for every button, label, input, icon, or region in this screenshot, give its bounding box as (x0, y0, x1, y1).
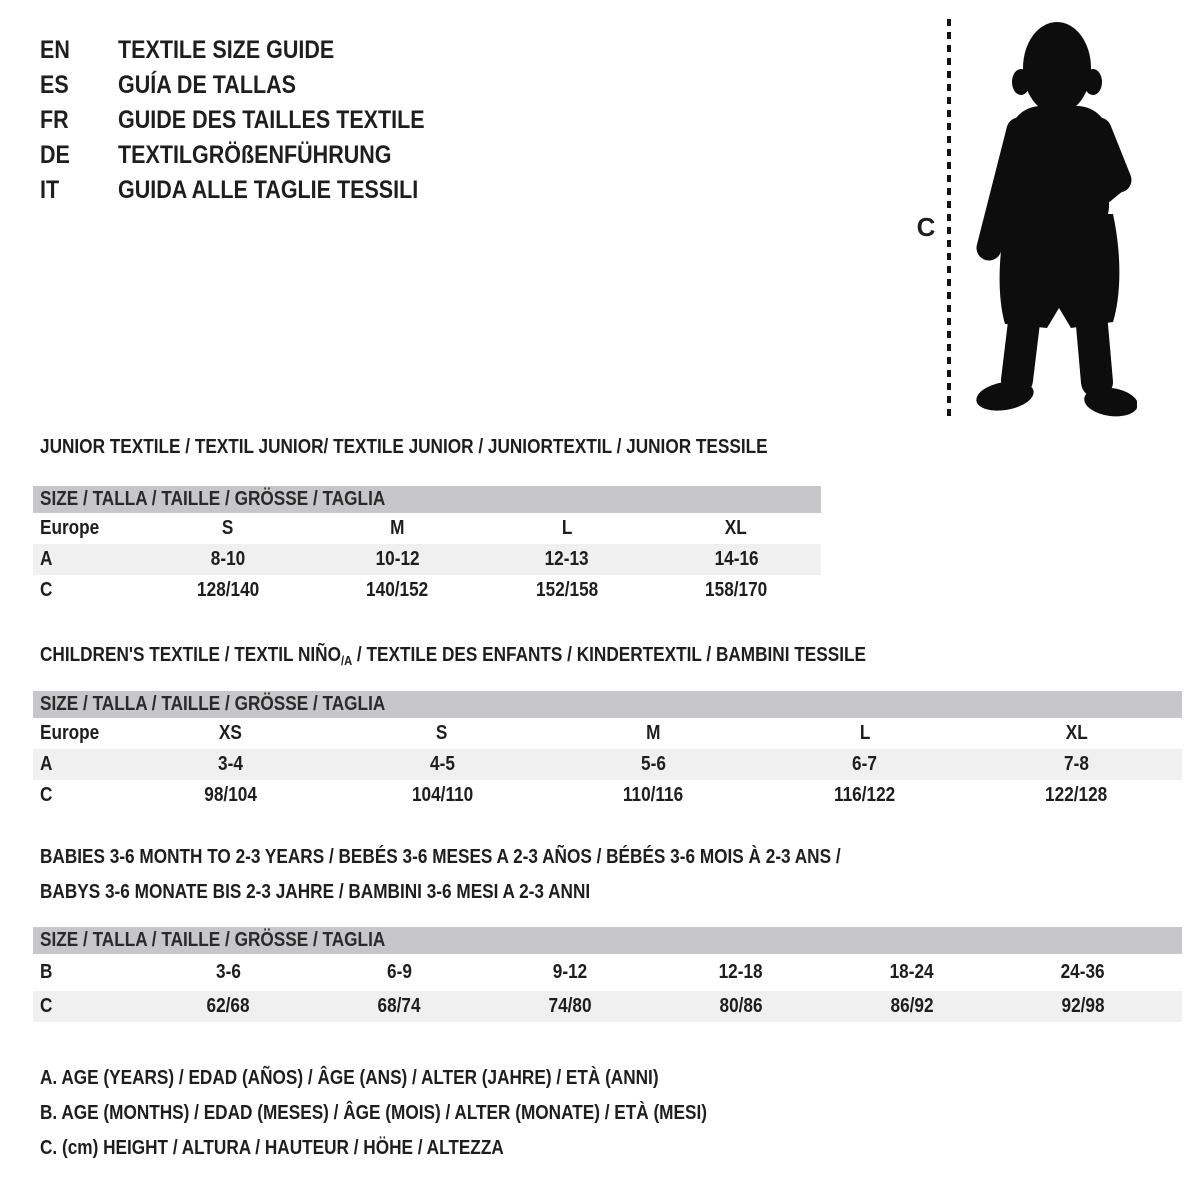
row-label: B (40, 961, 53, 983)
row-label: A (40, 753, 53, 775)
size-header-label: SIZE / TALLA / TAILLE / GRÖSSE / TAGLIA (40, 488, 386, 510)
language-row-it (40, 173, 475, 208)
language-code: FR (40, 106, 69, 134)
table-row-age-months (33, 954, 1182, 991)
table-cell: 86/92 (890, 995, 934, 1017)
language-row-en (40, 33, 475, 68)
table-row-height (33, 991, 1182, 1022)
legend (40, 1061, 816, 1166)
table-cell: 8-10 (210, 548, 245, 570)
table-cell: 98/104 (204, 784, 257, 806)
table-cell: M (390, 517, 405, 539)
row-right-spacer (1168, 991, 1182, 1022)
table-cell: L (561, 517, 573, 539)
table-cell: 152/158 (535, 579, 598, 601)
guide-title-en: TEXTILE SIZE GUIDE (118, 36, 335, 64)
children-size-table (33, 691, 1182, 811)
junior-size-table (33, 486, 821, 606)
guide-title-de: TEXTILGRÖßENFÜHRUNG (118, 141, 392, 169)
table-cell: 18-24 (889, 961, 934, 983)
table-cell: 12-13 (544, 548, 589, 570)
babies-size-table (33, 927, 1182, 1022)
table-cell: 24-36 (1060, 961, 1105, 983)
toddler-silhouette-icon (967, 18, 1137, 418)
language-code: EN (40, 36, 70, 64)
table-cell: S (436, 722, 448, 744)
junior-section-title: JUNIOR TEXTILE / TEXTIL JUNIOR/ TEXTILE JUNIOR / JUNIORTEXTIL / JUNIOR TESSILE (40, 436, 768, 458)
table-cell: 92/98 (1061, 995, 1105, 1017)
row-label: Europe (40, 722, 100, 744)
table-cell: 4-5 (429, 753, 455, 775)
table-cell: 9-12 (552, 961, 588, 983)
table-row-europe (33, 513, 821, 544)
table-cell: XS (219, 722, 243, 744)
language-code: IT (40, 176, 60, 204)
row-label: Europe (40, 517, 100, 539)
table-cell: 128/140 (196, 579, 259, 601)
row-right-spacer (1168, 954, 1182, 991)
table-cell: 12-18 (718, 961, 763, 983)
guide-title-it: GUIDA ALLE TAGLIE TESSILI (118, 176, 419, 204)
table-cell: 3-6 (215, 961, 241, 983)
table-cell: XL (725, 517, 748, 539)
table-cell: 7-8 (1063, 753, 1089, 775)
legend-line-b: B. AGE (MONTHS) / EDAD (MESES) / ÂGE (MOIS) / ALTER (MONATE) / ETÀ (MESI) (40, 1102, 707, 1124)
table-row-age-years (33, 749, 1182, 780)
row-label: C (40, 784, 53, 806)
table-cell: 6-7 (852, 753, 878, 775)
table-cell: 74/80 (548, 995, 592, 1017)
table-cell: 3-4 (218, 753, 244, 775)
language-row-es (40, 68, 475, 103)
row-label: A (40, 548, 53, 570)
language-title-list (40, 33, 475, 208)
table-cell: 140/152 (366, 579, 429, 601)
table-cell: 80/86 (719, 995, 763, 1017)
size-header-bar (33, 486, 821, 513)
height-measure-label: C (916, 212, 936, 242)
table-cell: M (646, 722, 661, 744)
size-header-bar (33, 927, 1182, 954)
table-row-height (33, 780, 1182, 811)
size-header-label: SIZE / TALLA / TAILLE / GRÖSSE / TAGLIA (40, 693, 386, 715)
children-section-title: CHILDREN'S TEXTILE / TEXTIL $NIÑO_{/A}$ / TEXTILE DES ENFANTS / KINDERTEXTIL / BAMBINI TESSILE (40, 644, 866, 668)
language-row-de (40, 138, 475, 173)
table-cell: XL (1065, 722, 1088, 744)
table-cell: 5-6 (641, 753, 666, 775)
language-row-fr (40, 103, 475, 138)
language-code: DE (40, 141, 70, 169)
table-cell: 110/116 (623, 784, 684, 806)
babies-section-title-line2: BABYS 3-6 MONATE BIS 2-3 JAHRE / BAMBINI 3-6 MESI A 2-3 ANNI (40, 881, 591, 903)
table-row-age-years (33, 544, 821, 575)
row-label: C (40, 995, 53, 1017)
table-cell: 104/110 (411, 784, 473, 806)
language-code: ES (40, 71, 69, 99)
guide-title-fr: GUIDE DES TAILLES TEXTILE (118, 106, 425, 134)
size-header-bar (33, 691, 1182, 718)
table-row-height (33, 575, 821, 606)
table-cell: 62/68 (206, 995, 250, 1017)
row-label: C (40, 579, 53, 601)
table-cell: 122/128 (1045, 784, 1108, 806)
table-cell: 158/170 (705, 579, 768, 601)
table-cell: 116/122 (834, 784, 896, 806)
table-cell: 14-16 (714, 548, 759, 570)
table-cell: 10-12 (375, 548, 420, 570)
table-row-europe (33, 718, 1182, 749)
table-cell: S (222, 517, 234, 539)
guide-title-es: GUÍA DE TALLAS (118, 71, 296, 99)
table-cell: 68/74 (377, 995, 421, 1017)
size-header-label: SIZE / TALLA / TAILLE / GRÖSSE / TAGLIA (40, 929, 386, 951)
legend-line-c: C. (cm) HEIGHT / ALTURA / HAUTEUR / HÖHE / ALTEZZA (40, 1137, 504, 1159)
babies-section-title-line1: BABIES 3-6 MONTH TO 2-3 YEARS / BEBÉS 3-6 MESES A 2-3 AÑOS / BÉBÉS 3-6 MOIS À 2-3 ANS / (40, 846, 841, 868)
legend-line-a: A. AGE (YEARS) / EDAD (AÑOS) / ÂGE (ANS) / ALTER (JAHRE) / ETÀ (ANNI) (40, 1067, 659, 1089)
height-measure-line (944, 16, 954, 420)
table-cell: 6-9 (386, 961, 412, 983)
table-cell: L (859, 722, 871, 744)
nino-a-subscript: /A (340, 653, 353, 668)
